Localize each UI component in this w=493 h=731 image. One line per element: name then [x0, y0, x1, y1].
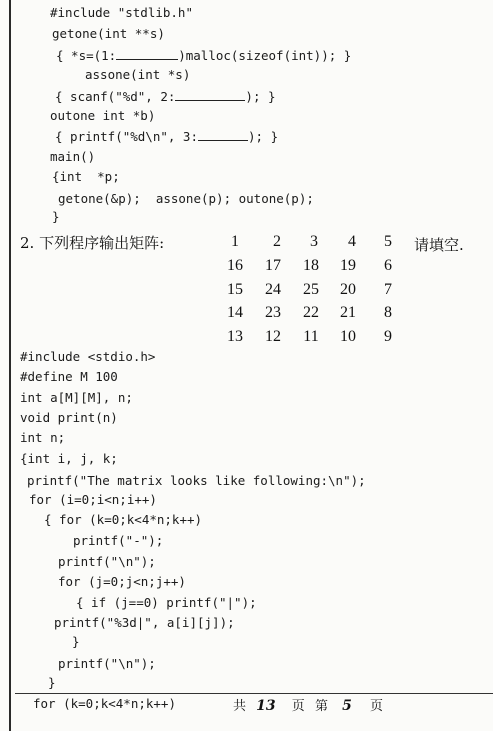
- code-line-define: #define M 100: [20, 369, 118, 384]
- footer-ye: 页: [369, 699, 383, 714]
- code-line-for-j: for (j=0;j<n;j++): [58, 574, 186, 589]
- code-line-close-outer: }: [48, 675, 56, 690]
- matrix-cell: 13: [227, 328, 243, 345]
- blank-2: [175, 89, 245, 101]
- code-line-getone-def: getone(int **s): [52, 26, 165, 41]
- matrix-cell: 23: [265, 304, 281, 321]
- matrix-cell: 7: [384, 281, 392, 298]
- page-footer: [233, 695, 383, 714]
- total-pages: 13: [256, 698, 276, 714]
- code-text: { scanf("%d", 2:: [55, 89, 176, 104]
- code-line-param-decl: int n;: [20, 430, 66, 445]
- matrix-cell: 22: [303, 304, 319, 321]
- code-line-main: main(): [50, 149, 96, 164]
- matrix-cell: 9: [384, 328, 392, 345]
- footer-di: 第: [314, 699, 328, 714]
- footer-gong: 共: [233, 699, 247, 714]
- code-line-printf-newline: printf("\n");: [58, 554, 156, 569]
- matrix-cell: 15: [227, 281, 243, 298]
- matrix-cell: 21: [340, 304, 356, 321]
- matrix-cell: 25: [303, 281, 319, 298]
- code-line-scanf: [55, 89, 276, 104]
- code-line-for-k: { for (k=0;k<4*n;k++): [44, 512, 203, 527]
- current-page: 5: [342, 698, 352, 714]
- code-line-printf-header: printf("The matrix looks like following:\n");: [27, 473, 366, 488]
- matrix-cell: 18: [303, 257, 319, 274]
- question-2-instruction: 请填空.: [414, 236, 464, 254]
- footer-ye: 页: [291, 699, 305, 714]
- matrix-cell: 12: [265, 328, 281, 345]
- matrix-cell: 8: [384, 304, 392, 321]
- code-line-assone-def: assone(int *s): [85, 67, 191, 82]
- code-line-close-brace: }: [52, 209, 60, 224]
- code-line-malloc: [56, 48, 351, 63]
- matrix-cell: 20: [340, 281, 356, 298]
- code-line-local-decl: {int i, j, k;: [20, 451, 118, 466]
- matrix-cell: 4: [348, 233, 356, 250]
- code-line-for-i: for (i=0;i<n;i++): [29, 492, 157, 507]
- code-text: ); }: [245, 89, 276, 104]
- code-line-print-def: void print(n): [20, 410, 118, 425]
- code-line-for-k-bottom: for (k=0;k<4*n;k++): [33, 696, 176, 711]
- matrix-cell: 11: [303, 328, 319, 345]
- code-line-include-stdlib: #include "stdlib.h": [50, 5, 193, 20]
- matrix-cell: 16: [227, 257, 243, 274]
- question-2-label: 2. 下列程序输出矩阵:: [20, 234, 165, 252]
- code-line-include-stdio: #include <stdio.h>: [20, 349, 156, 364]
- code-line-if-j: { if (j==0) printf("|");: [76, 595, 257, 610]
- code-text: )malloc(sizeof(int)); }: [178, 48, 352, 63]
- code-text: ); }: [248, 129, 279, 144]
- code-line-int-p: {int *p;: [52, 169, 120, 184]
- code-line-printf-dash: printf("-");: [73, 533, 164, 548]
- code-line-printf: [55, 129, 278, 144]
- matrix-cell: 1: [231, 233, 239, 250]
- matrix-cell: 14: [227, 304, 243, 321]
- matrix-cell: 19: [340, 257, 356, 274]
- code-text: { *s=(1:: [56, 48, 117, 63]
- code-line-printf-cell: printf("%3d|", a[i][j]);: [54, 615, 235, 630]
- code-line-global-decl: int a[M][M], n;: [20, 390, 133, 405]
- matrix-cell: 17: [265, 257, 281, 274]
- code-line-close-inner: }: [72, 634, 80, 649]
- code-line-printf-newline-2: printf("\n");: [58, 656, 156, 671]
- matrix-cell: 6: [384, 257, 392, 274]
- matrix-cell: 2: [273, 233, 281, 250]
- code-line-outone-def: outone int *b): [50, 108, 156, 123]
- code-line-calls: getone(&p); assone(p); outone(p);: [58, 191, 314, 206]
- matrix-cell: 10: [340, 328, 356, 345]
- footer-rule: [15, 693, 493, 694]
- blank-1: [116, 48, 178, 60]
- margin-rule: [9, 0, 11, 731]
- code-text: { printf("%d\n", 3:: [55, 129, 198, 144]
- matrix-cell: 24: [265, 281, 281, 298]
- matrix-cell: 3: [310, 233, 318, 250]
- matrix-cell: 5: [384, 233, 392, 250]
- blank-3: [198, 129, 248, 141]
